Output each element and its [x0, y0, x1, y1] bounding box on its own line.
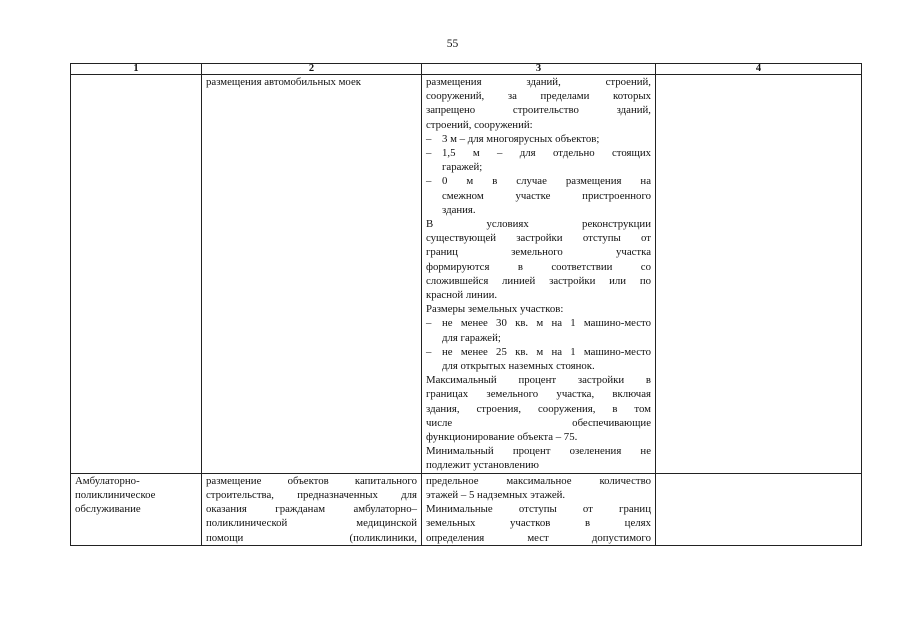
column-header-3: 3: [422, 64, 656, 75]
row1-col2: [202, 75, 422, 474]
text-line: предельное максимальное количество: [426, 474, 651, 487]
dash-list-item: [426, 132, 651, 146]
list-item-line: для открытых наземных стоянок.: [442, 360, 595, 373]
text-line: размещения зданий, строений,: [426, 76, 651, 88]
row2-col2: [202, 473, 422, 545]
row2-col1-line: Амбулаторно-: [75, 474, 140, 487]
text-line: красной линии.: [426, 289, 498, 302]
regulation-table: [70, 63, 862, 546]
text-line: Минимальные отступы от границ: [426, 503, 651, 516]
text-line: запрещено строительство зданий,: [426, 104, 651, 117]
dash-list-item: [426, 146, 651, 174]
text-line: числе обеспечивающие: [426, 416, 651, 429]
text-line: строений, сооружений:: [426, 118, 533, 131]
text-line: границ земельного участка: [426, 246, 651, 259]
text-line: существующей застройки отступы от: [426, 232, 651, 245]
list-item-line: – не менее 30 кв. м на 1 машино-место: [442, 317, 651, 330]
text-line: определения мест допустимого: [426, 531, 651, 544]
text-line: оказания гражданам амбулаторно–: [206, 503, 417, 516]
row2-col1-line: обслуживание: [75, 503, 141, 516]
row2-col1: [71, 473, 202, 545]
row1-col2-text: размещения автомобильных моек: [206, 76, 361, 88]
row1-col4: [656, 75, 862, 474]
text-line: Размеры земельных участков:: [426, 303, 564, 316]
list-item-line: – не менее 25 кв. м на 1 машино-место: [442, 345, 651, 358]
dash-list-item: [426, 345, 651, 373]
text-line: границах земельного участка, включая: [426, 388, 651, 401]
text-line: В условиях реконструкции: [426, 218, 651, 231]
text-line: строительства, предназначенных для: [206, 488, 417, 501]
text-line: подлежит установлению: [426, 459, 539, 472]
list-item-line: для гаражей;: [442, 331, 501, 344]
text-line: этажей – 5 надземных этажей.: [426, 488, 566, 501]
text-line: здания, строения, сооружения, в том: [426, 402, 651, 415]
list-item-line: здания.: [442, 203, 476, 216]
list-item-line: – 1,5 м – для отдельно стоящих: [442, 147, 651, 160]
list-item-line: – 0 м в случае размещения на: [442, 175, 651, 188]
table-row: [71, 473, 862, 545]
list-item-line: смежном участке пристроенного: [442, 189, 651, 202]
row1-col3: [422, 75, 656, 474]
text-line: формируются в соответствии со: [426, 260, 651, 273]
list-item-line: – 3 м – для многоярусных объектов;: [442, 132, 600, 145]
text-line: размещение объектов капитального: [206, 474, 417, 487]
column-header-2: 2: [202, 64, 422, 75]
text-line: помощи (поликлиники,: [206, 531, 417, 544]
row2-col3: [422, 473, 656, 545]
text-line: поликлинической медицинской: [206, 517, 417, 530]
text-line: сооружений, за пределами которых: [426, 90, 651, 103]
table-header-row: [71, 64, 862, 75]
row2-col4: [656, 473, 862, 545]
text-line: функционирование объекта – 75.: [426, 431, 578, 444]
column-header-4: 4: [656, 64, 862, 75]
text-line: сложившейся линией застройки или по: [426, 274, 651, 287]
page-number: 55: [446, 38, 459, 50]
dash-list-item: [426, 174, 651, 217]
table-row: [71, 75, 862, 474]
text-line: Максимальный процент застройки в: [426, 374, 651, 387]
text-line: земельных участков в целях: [426, 517, 651, 530]
row2-col1-line: поликлиническое: [75, 488, 156, 501]
list-item-line: гаражей;: [442, 161, 483, 174]
row1-col1: [71, 75, 202, 474]
column-header-1: 1: [71, 64, 202, 75]
text-line: Минимальный процент озеленения не: [426, 445, 651, 458]
dash-list-item: [426, 316, 651, 344]
